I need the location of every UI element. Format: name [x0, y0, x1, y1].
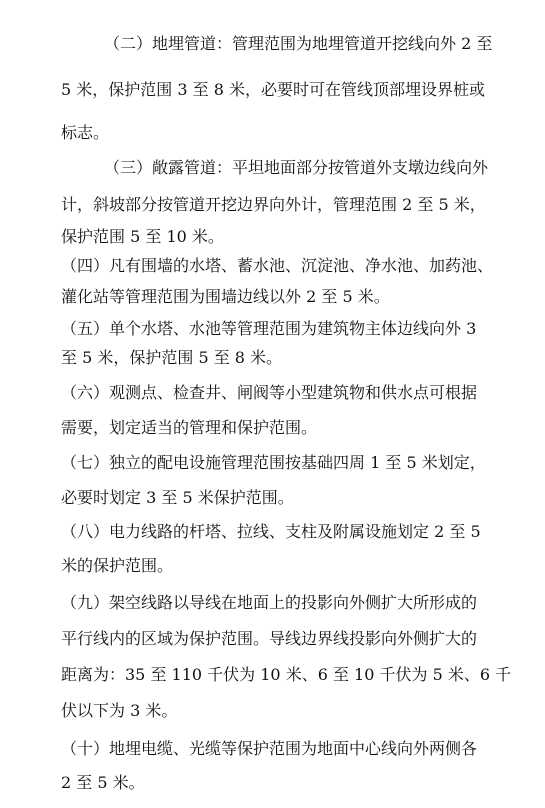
paragraph-line: 2 至 5 米。 — [61, 773, 145, 792]
paragraph-line: （七）独立的配电设施管理范围按基础四周 1 至 5 米划定， — [61, 453, 486, 472]
paragraph-line: 平行线内的区域为保护范围。导线边界线投影向外侧扩大的 — [61, 629, 478, 648]
paragraph-line: （五）单个水塔、水池等管理范围为建筑物主体边线向外 3 — [61, 319, 477, 338]
paragraph-line: 灌化站等管理范围为围墙边线以外 2 至 5 米。 — [61, 287, 390, 306]
paragraph-line: （四）凡有围墙的水塔、蓄水池、沉淀池、净水池、加药池、 — [61, 256, 494, 275]
paragraph-line: （八）电力线路的杆塔、拉线、支柱及附属设施划定 2 至 5 — [61, 522, 481, 541]
paragraph-line: （十）地埋电缆、光缆等保护范围为地面中心线向外两侧各 — [61, 739, 478, 758]
paragraph-line: （九）架空线路以导线在地面上的投影向外侧扩大所形成的 — [61, 593, 478, 612]
paragraph-line: 至 5 米，保护范围 5 至 8 米。 — [61, 348, 283, 367]
paragraph-line: 伏以下为 3 米。 — [61, 701, 178, 720]
paragraph-line: 保护范围 5 至 10 米。 — [61, 227, 224, 246]
paragraph-line: 标志。 — [61, 123, 110, 142]
paragraph-line: 米的保护范围。 — [61, 556, 174, 575]
paragraph-line: 需要，划定适当的管理和保护范围。 — [61, 418, 318, 437]
paragraph-line: （二）地埋管道：管理范围为地埋管道开挖线向外 2 至 — [104, 34, 493, 53]
paragraph-line: （三）敞露管道：平坦地面部分按管道外支墩边线向外 — [104, 158, 489, 177]
paragraph-line: 计，斜坡部分按管道开挖边界向外计，管理范围 2 至 5 米， — [61, 195, 486, 214]
paragraph-line: 5 米，保护范围 3 至 8 米，必要时可在管线顶部埋设界桩或 — [61, 80, 485, 99]
paragraph-line: 距离为：35 至 110 千伏为 10 米、6 至 10 千伏为 5 米、6 千 — [61, 665, 512, 684]
paragraph-line: 必要时划定 3 至 5 米保护范围。 — [61, 488, 294, 507]
paragraph-line: （六）观测点、检查井、闸阀等小型建筑物和供水点可根据 — [61, 383, 478, 402]
